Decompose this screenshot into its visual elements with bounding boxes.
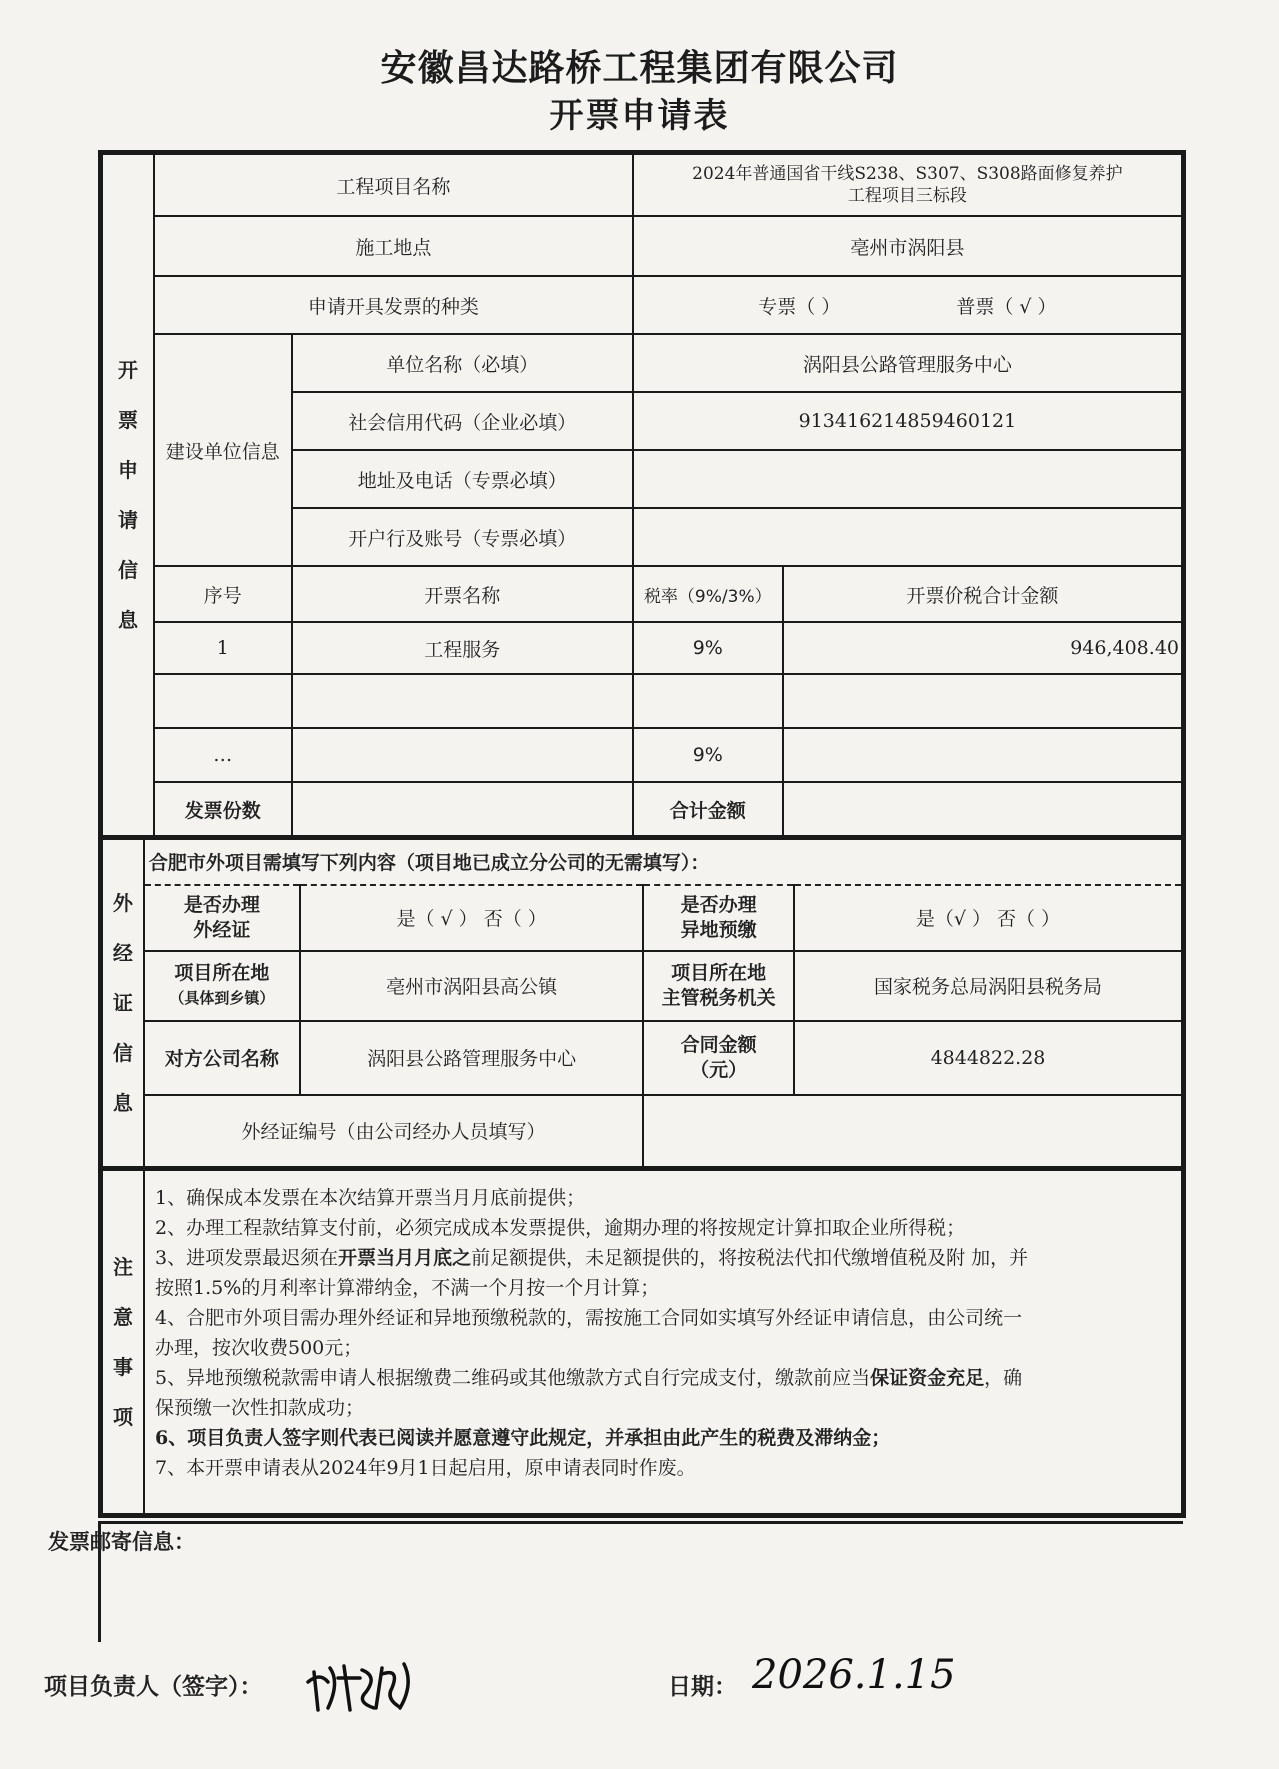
notes-section xyxy=(101,1168,1183,1515)
total-amount-label: 合计金额 xyxy=(633,782,783,836)
item-row xyxy=(102,728,1182,782)
item-row xyxy=(102,674,1182,728)
site-label: 施工地点 xyxy=(154,216,633,276)
company-name: 安徽昌达路桥工程集团有限公司 xyxy=(380,48,899,89)
item-amount[interactable] xyxy=(783,674,1182,728)
signature xyxy=(300,1650,440,1720)
note-item: 6、项目负责人签字则代表已阅读并愿意遵守此规定，并承担由此产生的税费及滞纳金； xyxy=(155,1426,891,1449)
builder-row-value: 涡阳县公路管理服务中心 xyxy=(633,334,1182,392)
item-amount[interactable] xyxy=(783,728,1182,782)
note-item: 3、进项发票最迟须在开票当月月底之前足额提供，未足额提供的，将按税法代扣代缴增值税及附 加，并 xyxy=(155,1246,1029,1269)
col-header-no: 序号 xyxy=(154,566,292,622)
builder-row-label: 社会信用代码（企业必填） xyxy=(292,392,633,450)
item-amount: 946,408.40 xyxy=(783,622,1182,674)
invoice-type-options xyxy=(633,276,1182,334)
normal-invoice-checkbox[interactable]: 普票（ √ ） xyxy=(956,295,1057,318)
mailing-info-box[interactable] xyxy=(98,1521,1183,1642)
invoice-count-value[interactable] xyxy=(292,782,633,836)
project-name-label: 工程项目名称 xyxy=(154,154,633,216)
builder-row-value[interactable] xyxy=(633,508,1182,566)
notes-list xyxy=(144,1169,1182,1514)
party-label: 对方公司名称 xyxy=(144,1021,300,1095)
form-title: 开票申请表 xyxy=(549,96,730,136)
site-town-label: 项目所在地 （具体到乡镇） xyxy=(144,951,300,1021)
builder-row-label: 单位名称（必填） xyxy=(292,334,633,392)
section-label-notes: 注 意 事 项 xyxy=(102,1169,144,1514)
invoice-form xyxy=(98,150,1186,1518)
item-name[interactable] xyxy=(292,674,633,728)
prepay-answer[interactable]: 是（√ ） 否（ ） xyxy=(794,885,1182,951)
site-value: 亳州市涡阳县 xyxy=(633,216,1182,276)
contract-amount-value: 4844822.28 xyxy=(794,1021,1182,1095)
note-item: 办理，按次收费500元； xyxy=(155,1336,363,1359)
col-header-rate: 税率（9%/3%） xyxy=(633,566,783,622)
party-value: 涡阳县公路管理服务中心 xyxy=(300,1021,643,1095)
outside-intro: 合肥市外项目需填写下列内容（项目地已成立分公司的无需填写）： xyxy=(144,839,1182,885)
note-item: 2、办理工程款结算支付前，必须完成成本发票提供，逾期办理的将按规定计算扣取企业所得税； xyxy=(155,1216,966,1239)
item-name: 工程服务 xyxy=(292,622,633,674)
cert-number-label: 外经证编号（由公司经办人员填写） xyxy=(144,1095,643,1167)
outside-cert-section xyxy=(101,837,1183,1168)
special-invoice-checkbox[interactable]: 专票（ ） xyxy=(758,295,841,318)
col-header-amount: 开票价税合计金额 xyxy=(783,566,1182,622)
item-rate: 9% xyxy=(633,622,783,674)
mailing-info-label: 发票邮寄信息： xyxy=(48,1530,195,1554)
builder-row-label: 地址及电话（专票必填） xyxy=(292,450,633,508)
item-no: 1 xyxy=(154,622,292,674)
item-rate: 9% xyxy=(633,728,783,782)
item-name[interactable] xyxy=(292,728,633,782)
item-row xyxy=(102,622,1182,674)
note-item: 1、确保成本发票在本次结算开票当月月底前提供； xyxy=(155,1186,586,1209)
note-item: 按照1.5%的月利率计算滞纳金，不满一个月按一个月计算； xyxy=(155,1276,660,1299)
item-no: … xyxy=(154,728,292,782)
signer-label: 项目负责人（签字）： xyxy=(44,1674,263,1700)
builder-info-label: 建设单位信息 xyxy=(154,334,292,566)
note-item: 保预缴一次性扣款成功； xyxy=(155,1396,365,1419)
total-amount-value[interactable] xyxy=(783,782,1182,836)
tax-authority-label: 项目所在地 主管税务机关 xyxy=(643,951,794,1021)
section-label-invoice: 开 票 申 请 信 息 xyxy=(102,154,154,836)
tax-authority-value: 国家税务总局涡阳县税务局 xyxy=(794,951,1182,1021)
invoice-section xyxy=(101,153,1183,837)
builder-row-label: 开户行及账号（专票必填） xyxy=(292,508,633,566)
section-label-outside: 外 经 证 信 息 xyxy=(102,839,144,1167)
site-town-value: 亳州市涡阳县高公镇 xyxy=(300,951,643,1021)
note-item: 5、异地预缴税款需申请人根据缴费二维码或其他缴款方式自行完成支付，缴款前应当保证资金充足，确 xyxy=(155,1366,1023,1389)
project-name-value: 2024年普通国省干线S238、S307、S308路面修复养护 工程项目三标段 xyxy=(633,154,1182,216)
date-label: 日期： xyxy=(668,1674,737,1700)
contract-amount-label: 合同金额 （元） xyxy=(643,1021,794,1095)
item-rate[interactable] xyxy=(633,674,783,728)
invoice-count-label: 发票份数 xyxy=(154,782,292,836)
builder-row-value: 913416214859460121 xyxy=(633,392,1182,450)
cert-answer[interactable]: 是（ √ ） 否（ ） xyxy=(300,885,643,951)
date-value: 2026.1.15 xyxy=(752,1652,956,1698)
col-header-name: 开票名称 xyxy=(292,566,633,622)
invoice-type-label: 申请开具发票的种类 xyxy=(154,276,633,334)
note-item: 4、合肥市外项目需办理外经证和异地预缴税款的，需按施工合同如实填写外经证申请信息，由公司统一 xyxy=(155,1306,1023,1329)
cert-question: 是否办理 外经证 xyxy=(144,885,300,951)
builder-row-value[interactable] xyxy=(633,450,1182,508)
cert-number-value[interactable] xyxy=(643,1095,1182,1167)
note-item: 7、本开票申请表从2024年9月1日起启用，原申请表同时作废。 xyxy=(155,1456,696,1479)
item-no[interactable] xyxy=(154,674,292,728)
prepay-question: 是否办理 异地预缴 xyxy=(643,885,794,951)
